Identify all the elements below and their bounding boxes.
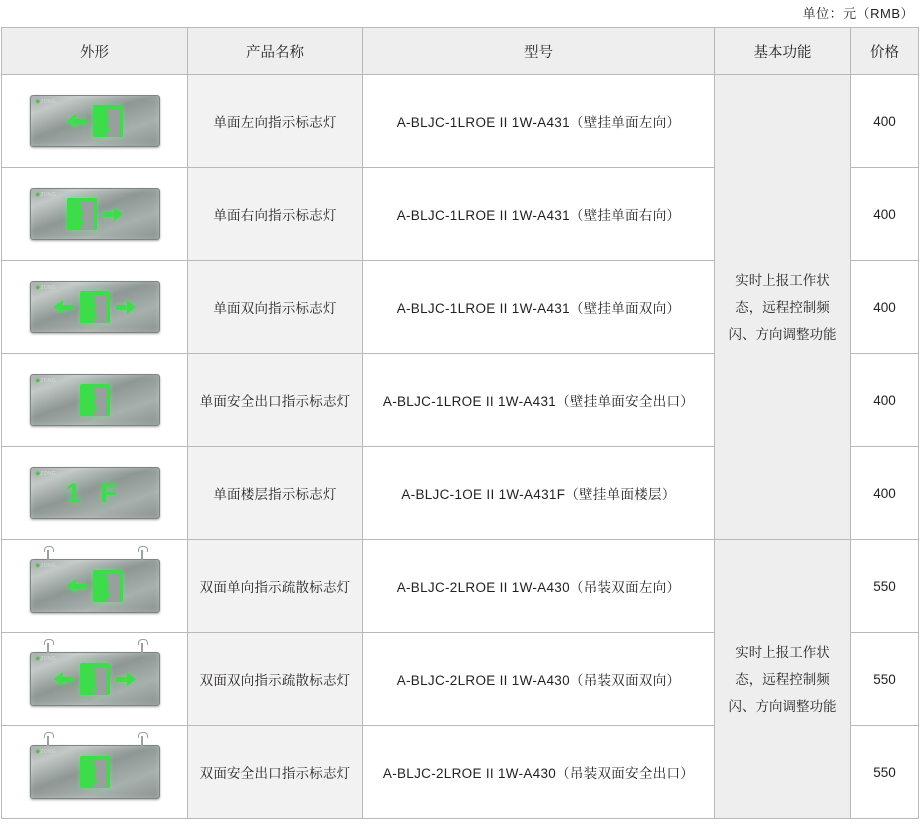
product-shape-cell (2, 726, 188, 819)
ceiling-hanger-icon (141, 550, 143, 560)
ceiling-hanger-icon (47, 736, 49, 746)
product-price: 550 (851, 726, 919, 819)
unit-note: 单位：元（RMB） (802, 6, 914, 21)
left-arrow-icon (54, 298, 76, 316)
running-man-exit-icon (93, 570, 123, 602)
single-sided-safety-exit-sign-icon (30, 374, 160, 426)
product-price: 400 (851, 447, 919, 540)
brand-mark: ◆ZONG (35, 749, 57, 755)
product-shape-cell (2, 354, 188, 447)
right-arrow-icon (101, 205, 123, 223)
double-sided-bidirectional-evacuation-sign-icon (30, 652, 160, 706)
left-arrow-icon (67, 577, 89, 595)
left-arrow-icon (54, 670, 76, 688)
product-model: A-BLJC-1LROE II 1W-A431（壁挂单面右向） (363, 168, 715, 261)
single-sided-floor-indicator-sign-icon (30, 467, 160, 519)
product-model: A-BLJC-1LROE II 1W-A431（壁挂单面左向） (363, 75, 715, 168)
basic-function-group-2: 实时上报工作状态，远程控制频闪、方向调整功能 (715, 540, 851, 819)
ceiling-hanger-icon (47, 643, 49, 653)
product-price: 400 (851, 75, 919, 168)
product-name: 单面右向指示标志灯 (188, 168, 363, 261)
product-price: 400 (851, 261, 919, 354)
left-arrow-icon (67, 112, 89, 130)
product-name: 双面双向指示疏散标志灯 (188, 633, 363, 726)
product-shape-cell (2, 75, 188, 168)
column-header-model: 型号 (363, 28, 715, 75)
right-arrow-icon (114, 670, 136, 688)
double-sided-left-arrow-evacuation-sign-icon (30, 559, 160, 613)
column-header-product-name: 产品名称 (188, 28, 363, 75)
table-row (2, 75, 919, 168)
ceiling-hanger-icon (141, 736, 143, 746)
running-man-exit-icon (80, 756, 110, 788)
running-man-exit-icon (67, 198, 97, 230)
product-shape-cell (2, 168, 188, 261)
product-price-table (1, 27, 919, 819)
floor-label: 1 F (65, 477, 123, 508)
product-shape-cell (2, 540, 188, 633)
brand-mark: ◆ZONG (35, 471, 57, 477)
product-price: 550 (851, 633, 919, 726)
running-man-exit-icon (80, 384, 110, 416)
single-sided-left-arrow-exit-sign-icon (30, 95, 160, 147)
product-model: A-BLJC-1LROE II 1W-A431（壁挂单面双向） (363, 261, 715, 354)
product-name: 单面双向指示标志灯 (188, 261, 363, 354)
product-shape-cell (2, 447, 188, 540)
brand-mark: ◆ZONG (35, 99, 57, 105)
product-price: 550 (851, 540, 919, 633)
product-price: 400 (851, 168, 919, 261)
table-row (2, 540, 919, 633)
basic-function-group-1: 实时上报工作状态，远程控制频闪、方向调整功能 (715, 75, 851, 540)
ceiling-hanger-icon (47, 550, 49, 560)
product-model: A-BLJC-2LROE II 1W-A430（吊装双面双向） (363, 633, 715, 726)
product-name: 单面安全出口指示标志灯 (188, 354, 363, 447)
column-header-basic-function: 基本功能 (715, 28, 851, 75)
ceiling-hanger-icon (141, 643, 143, 653)
table-header-row (2, 28, 919, 75)
brand-mark: ◆ZONG (35, 192, 57, 198)
product-model: A-BLJC-1LROE II 1W-A431（壁挂单面安全出口） (363, 354, 715, 447)
running-man-exit-icon (80, 663, 110, 695)
running-man-exit-icon (80, 291, 110, 323)
brand-mark: ◆ZONG (35, 656, 57, 662)
running-man-exit-icon (93, 105, 123, 137)
brand-mark: ◆ZONG (35, 285, 57, 291)
product-name: 双面安全出口指示标志灯 (188, 726, 363, 819)
double-sided-safety-exit-sign-icon (30, 745, 160, 799)
brand-mark: ◆ZONG (35, 563, 57, 569)
product-model: A-BLJC-1OE II 1W-A431F（壁挂单面楼层） (363, 447, 715, 540)
right-arrow-icon (114, 298, 136, 316)
brand-mark: ◆ZONG (35, 378, 57, 384)
product-name: 单面楼层指示标志灯 (188, 447, 363, 540)
column-header-shape: 外形 (2, 28, 188, 75)
product-shape-cell (2, 633, 188, 726)
product-name: 单面左向指示标志灯 (188, 75, 363, 168)
product-name: 双面单向指示疏散标志灯 (188, 540, 363, 633)
product-shape-cell (2, 261, 188, 354)
single-sided-bidirectional-exit-sign-icon (30, 281, 160, 333)
product-price: 400 (851, 354, 919, 447)
single-sided-right-arrow-exit-sign-icon (30, 188, 160, 240)
product-model: A-BLJC-2LROE II 1W-A430（吊装双面左向） (363, 540, 715, 633)
product-model: A-BLJC-2LROE II 1W-A430（吊装双面安全出口） (363, 726, 715, 819)
column-header-price: 价格 (851, 28, 919, 75)
